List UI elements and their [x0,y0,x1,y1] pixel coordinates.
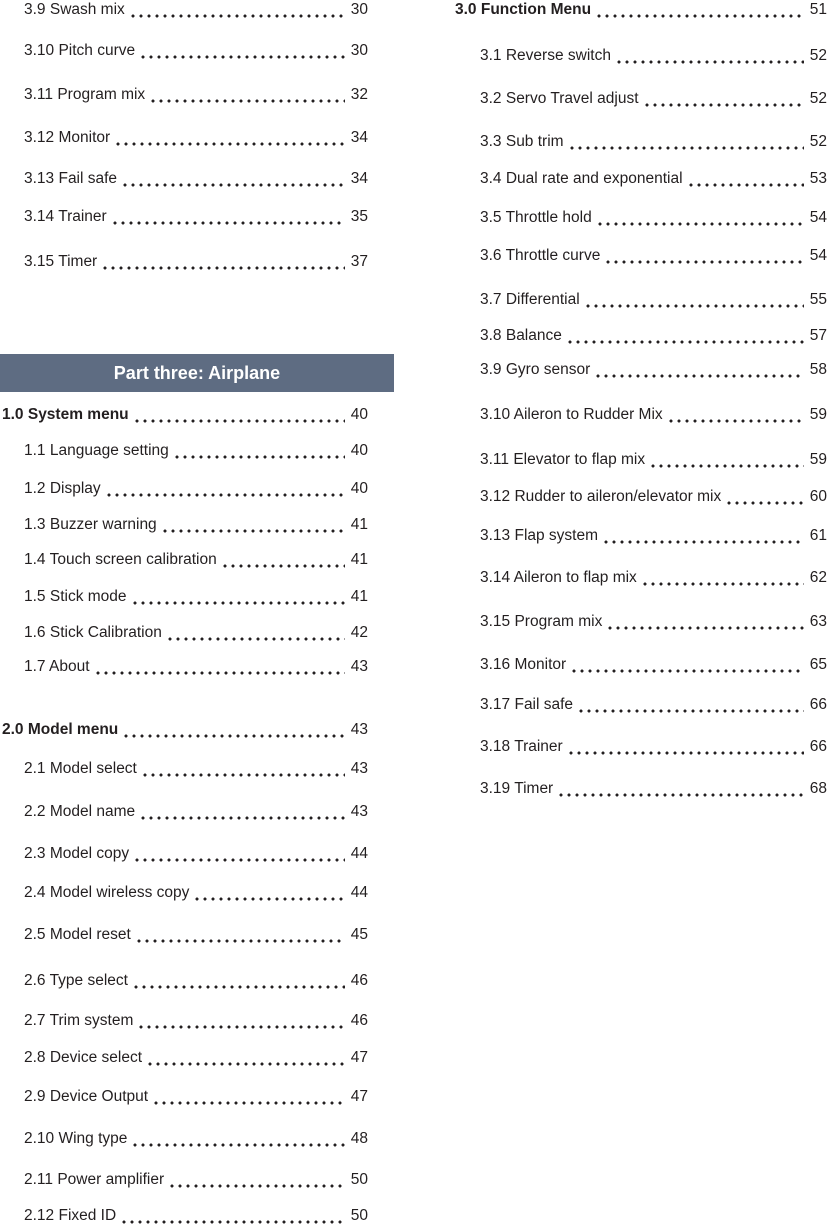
toc-label: 3.17 Fail safe [480,696,574,713]
dot-leader [139,45,345,61]
toc-label: 2.2 Model name [24,803,136,820]
toc-page: 37 [350,253,368,270]
toc-page: 66 [809,738,827,755]
toc-label: 1.5 Stick mode [24,588,127,605]
toc-page: 40 [350,442,368,459]
dot-leader [570,659,804,675]
toc-label: 2.10 Wing type [24,1130,128,1147]
toc-entry [24,844,368,864]
toc-entry [480,169,827,189]
dot-leader [152,1091,345,1107]
dot-leader [667,409,804,425]
toc-entry [480,326,827,346]
dot-leader [149,89,345,105]
dot-leader [111,211,345,227]
toc-label: 2.11 Power amplifier [24,1171,165,1188]
toc-page: 42 [350,624,368,641]
toc-entry [24,1048,368,1068]
dot-leader [725,491,804,507]
toc-page: 44 [350,845,368,862]
dot-leader [566,330,804,346]
toc-page: 45 [350,926,368,943]
toc-entry [480,695,827,715]
toc-label: 3.6 Throttle curve [480,247,601,264]
dot-leader [129,4,345,20]
toc-label: 3.15 Timer [24,253,98,270]
toc-label: 3.16 Monitor [480,656,567,673]
toc-page: 46 [350,972,368,989]
toc-label: 3.19 Timer [480,780,554,797]
toc-page: 40 [350,406,368,423]
toc-page: 40 [350,480,368,497]
toc-page: 30 [350,1,368,18]
toc-page: 59 [809,451,827,468]
toc-page: 54 [809,247,827,264]
toc-label: 3.9 Swash mix [24,1,125,18]
toc-entry [24,169,368,189]
section-heading-function-menu [455,0,827,20]
toc-label: 2.3 Model copy [24,845,130,862]
dot-leader [643,93,804,109]
toc-page: 66 [809,696,827,713]
toc-entry [480,246,827,266]
toc-page: 65 [809,656,827,673]
toc-page: 53 [809,170,827,187]
dot-leader [557,783,804,799]
toc-label: 2.0 Model menu [2,721,119,738]
toc-label: 2.12 Fixed ID [24,1207,117,1224]
dot-leader [132,975,345,991]
toc-page: 30 [350,42,368,59]
toc-label: 3.15 Program mix [480,613,603,630]
toc-entry [24,515,368,535]
dot-leader [133,409,345,425]
toc-page: 43 [350,721,368,738]
toc-page: 48 [350,1130,368,1147]
dot-leader [567,741,804,757]
dot-leader [595,4,804,20]
dot-leader [606,616,803,632]
toc-label: 1.7 About [24,658,90,675]
toc-entry [480,612,827,632]
toc-label: 3.18 Trainer [480,738,563,755]
toc-label: 1.0 System menu [2,406,129,423]
toc-label: 1.4 Touch screen calibration [24,551,217,568]
dot-leader [131,591,345,607]
toc-entry [24,971,368,991]
toc-entry [24,657,368,677]
toc-page: 50 [350,1171,368,1188]
toc-entry [480,737,827,757]
dot-leader [122,724,344,740]
toc-label: 3.9 Gyro sensor [480,361,591,378]
dot-leader [649,454,804,470]
toc-page: 44 [350,884,368,901]
toc-page: 52 [809,90,827,107]
section-heading-model-menu [2,720,368,740]
toc-label: 1.1 Language setting [24,442,169,459]
toc-entry [480,360,827,380]
toc-entry [480,208,827,228]
dot-leader [161,519,345,535]
dot-leader [139,806,345,822]
toc-entry [24,1170,368,1190]
toc-label: 3.3 Sub trim [480,133,564,150]
toc-entry [480,655,827,675]
toc-entry [24,252,368,272]
toc-entry [24,0,368,20]
dot-leader [120,1210,345,1226]
toc-entry [24,1011,368,1031]
dot-leader [602,530,804,546]
toc-entry [24,207,368,227]
toc-label: 3.14 Trainer [24,208,107,225]
toc-entry [24,1129,368,1149]
toc-entry [480,46,827,66]
toc-entry [24,1087,368,1107]
dot-leader [594,364,803,380]
toc-page: 50 [350,1207,368,1224]
toc-page: 60 [809,488,827,505]
toc-label: 1.6 Stick Calibration [24,624,162,641]
toc-page: 47 [350,1049,368,1066]
toc-entry [24,41,368,61]
toc-page: 68 [809,780,827,797]
toc-entry [480,132,827,152]
toc-entry [24,441,368,461]
dot-leader [168,1174,345,1190]
dot-leader [135,929,345,945]
toc-page: 34 [350,170,368,187]
dot-leader [193,887,344,903]
toc-page: 43 [350,803,368,820]
part-three-banner: Part three: Airplane [0,354,394,392]
toc-page: 47 [350,1088,368,1105]
toc-label: 2.9 Device Output [24,1088,149,1105]
dot-leader [121,173,345,189]
dot-leader [114,132,345,148]
section-heading-system-menu [2,405,368,425]
toc-entry [24,802,368,822]
toc-entry [480,568,827,588]
toc-entry [24,759,368,779]
dot-leader [166,627,345,643]
toc-page: 46 [350,1012,368,1029]
toc-label: 3.1 Reverse switch [480,47,611,64]
toc-entry [24,550,368,570]
dot-leader [137,1015,344,1031]
toc-page: 43 [350,658,368,675]
toc-label: 3.13 Flap system [480,527,599,544]
toc-page: 34 [350,129,368,146]
toc-page: 35 [350,208,368,225]
toc-label: 3.11 Program mix [24,86,146,103]
dot-leader [221,554,345,570]
toc-entry [480,779,827,799]
toc-page: 43 [350,760,368,777]
toc-label: 1.2 Display [24,480,101,497]
dot-leader [133,848,345,864]
toc-entry [480,526,827,546]
toc-entry [24,479,368,499]
toc-label: 3.14 Aileron to flap mix [480,569,637,586]
toc-page: 54 [809,209,827,226]
toc-entry [24,883,368,903]
toc-label: 1.3 Buzzer warning [24,516,157,533]
toc-label: 3.2 Servo Travel adjust [480,90,639,107]
dot-leader [641,572,804,588]
toc-page: 41 [350,588,368,605]
toc-label: 3.7 Differential [480,291,580,308]
dot-leader [577,699,804,715]
toc-page: 63 [809,613,827,630]
dot-leader [146,1052,345,1068]
toc-entry [24,623,368,643]
toc-entry [24,128,368,148]
toc-label: 3.0 Function Menu [455,1,592,18]
toc-page: 52 [809,133,827,150]
toc-label: 3.8 Balance [480,327,562,344]
dot-leader [131,1133,344,1149]
dot-leader [141,763,345,779]
dot-leader [584,294,804,310]
dot-leader [687,173,804,189]
toc-label: 3.5 Throttle hold [480,209,592,226]
toc-page: 59 [809,406,827,423]
dot-leader [596,212,804,228]
toc-label: 2.5 Model reset [24,926,131,943]
toc-label: 3.4 Dual rate and exponential [480,170,683,187]
toc-entry [480,405,827,425]
toc-page: 41 [350,551,368,568]
toc-entry [480,290,827,310]
dot-leader [173,445,345,461]
dot-leader [604,250,803,266]
toc-label: 3.10 Aileron to Rudder Mix [480,406,663,423]
toc-label: 2.7 Trim system [24,1012,134,1029]
toc-page: 32 [350,86,368,103]
dot-leader [94,661,345,677]
toc-entry [24,925,368,945]
toc-page: 61 [809,527,827,544]
toc-page: 55 [809,291,827,308]
dot-leader [615,50,804,66]
toc-entry [24,1206,368,1226]
toc-label: 3.10 Pitch curve [24,42,136,59]
toc-page: 51 [809,1,827,18]
dot-leader [101,256,345,272]
toc-label: 2.6 Type select [24,972,128,989]
toc-label: 2.1 Model select [24,760,137,777]
dot-leader [105,483,345,499]
toc-label: 3.13 Fail safe [24,170,118,187]
toc-page: 62 [809,569,827,586]
toc-entry [480,89,827,109]
toc-page: 41 [350,516,368,533]
toc-label: 2.4 Model wireless copy [24,884,190,901]
toc-page: 57 [809,327,827,344]
toc-label: 3.12 Rudder to aileron/elevator mix [480,488,722,505]
toc-page: 58 [809,361,827,378]
toc-page: 52 [809,47,827,64]
toc-entry [24,85,368,105]
toc-entry [480,487,827,507]
dot-leader [568,136,804,152]
toc-label: 2.8 Device select [24,1049,143,1066]
toc-entry [480,450,827,470]
toc-entry [24,587,368,607]
toc-label: 3.11 Elevator to flap mix [480,451,646,468]
toc-label: 3.12 Monitor [24,129,111,146]
